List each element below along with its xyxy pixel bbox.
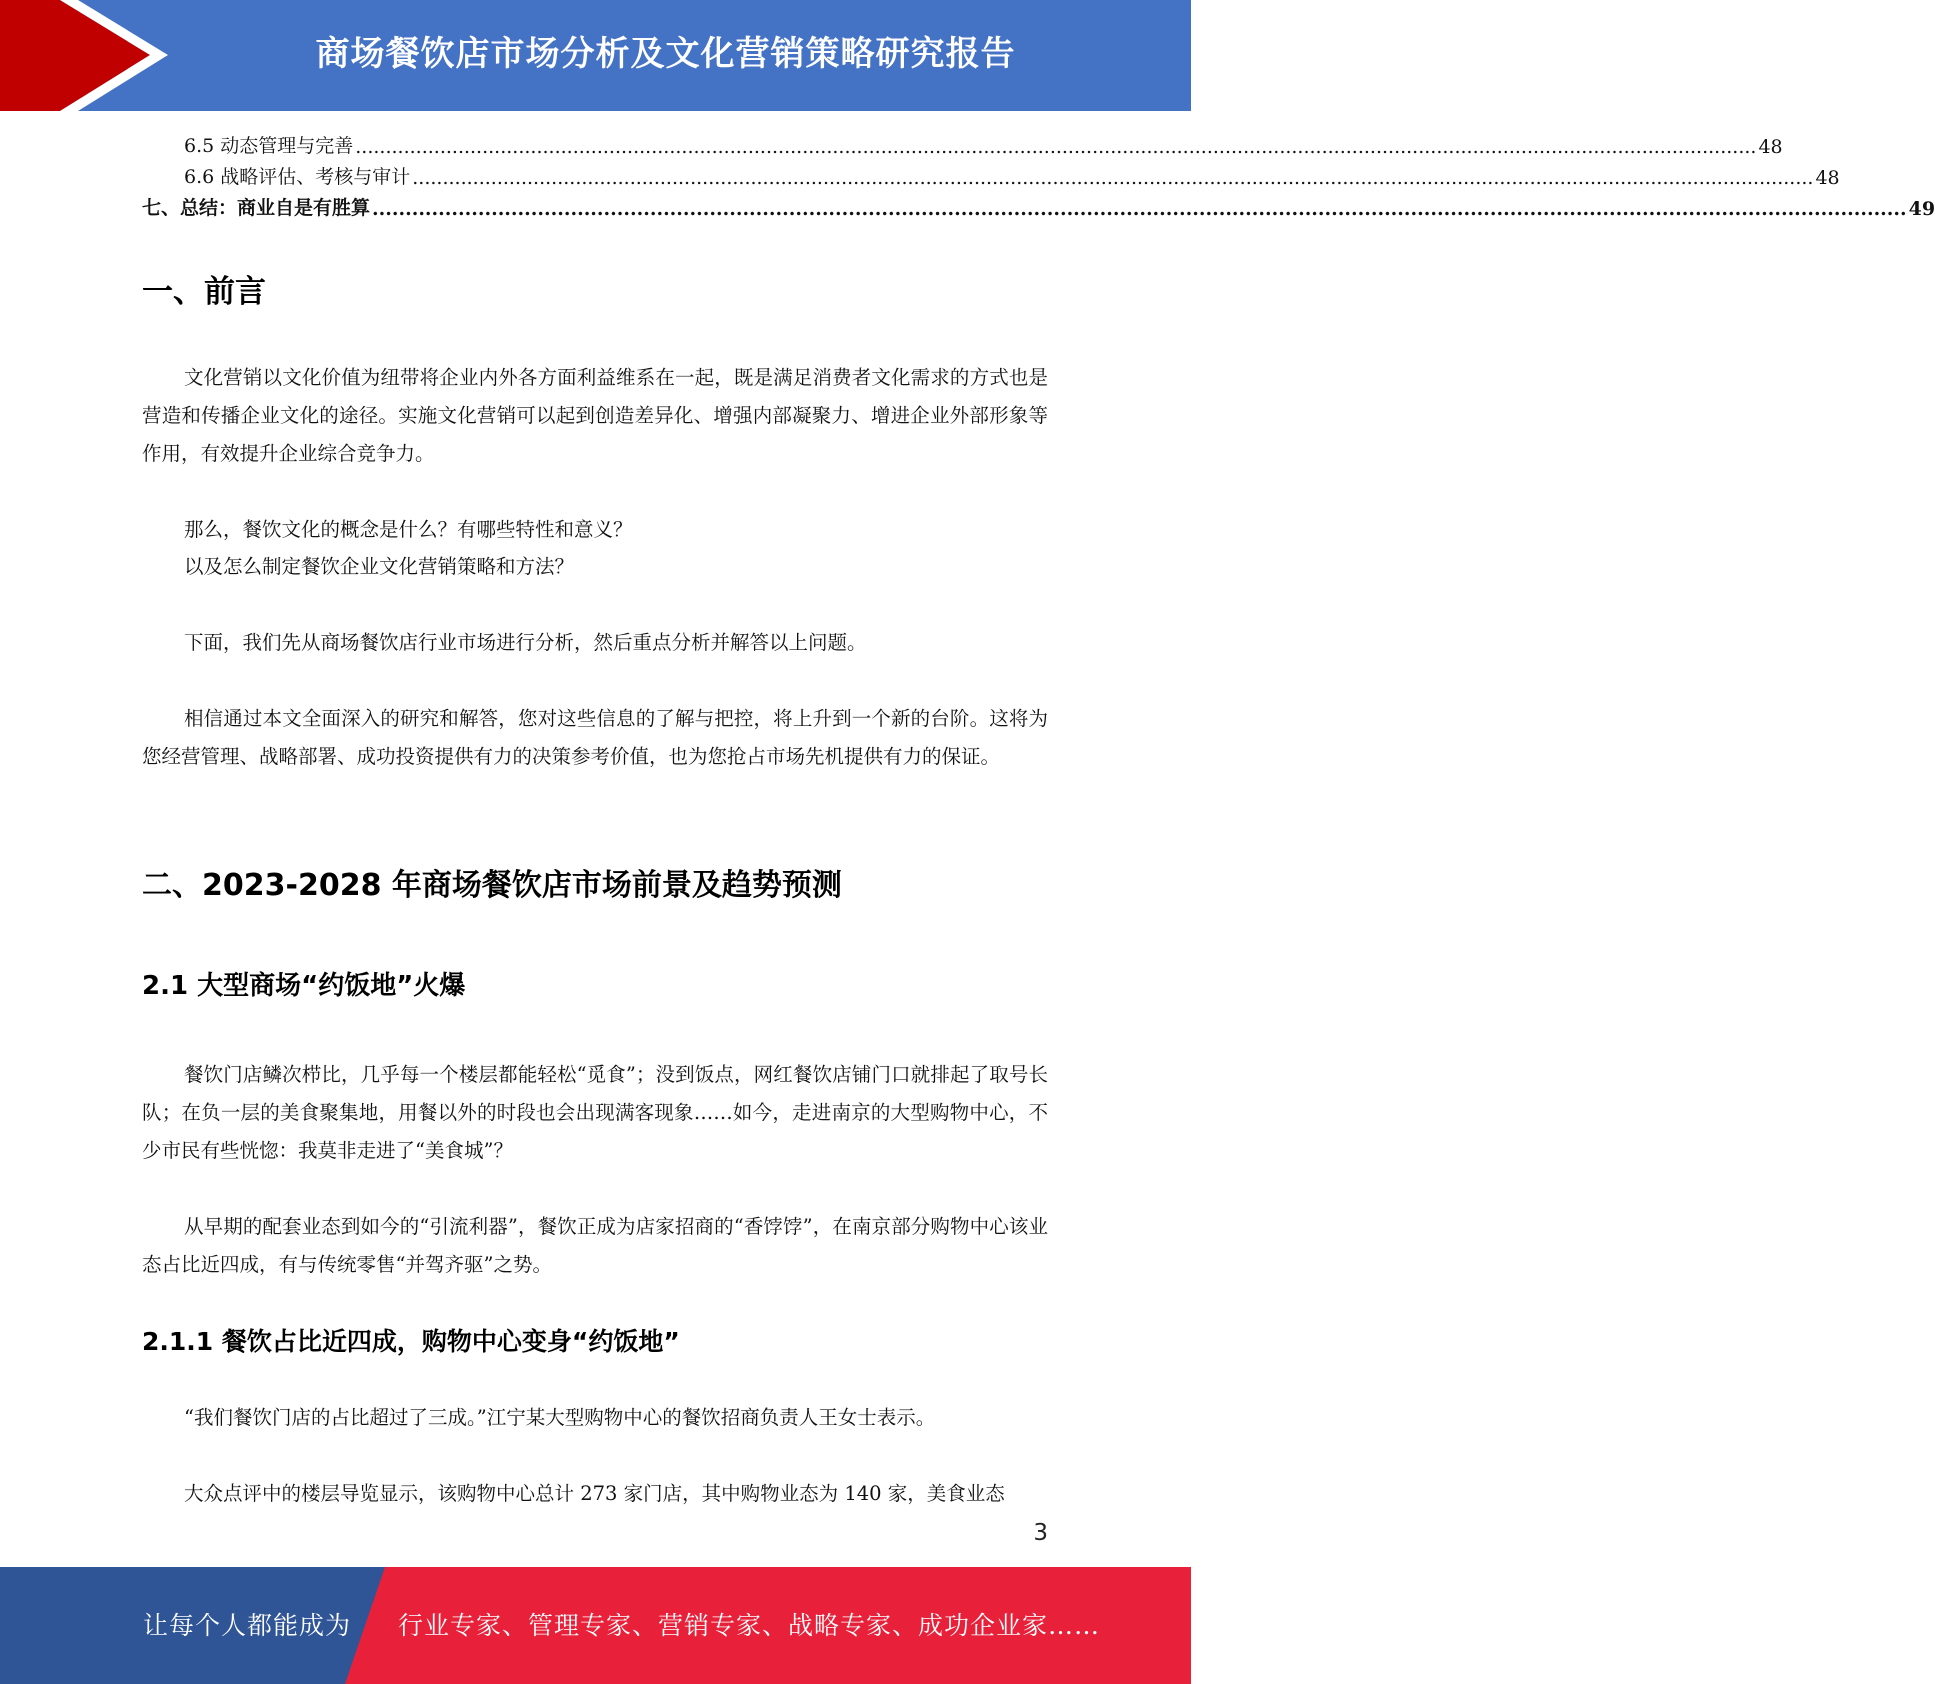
section-heading-preface: 一、前言 — [142, 274, 266, 310]
paragraph: 那么，餐饮文化的概念是什么？有哪些特性和意义？ — [184, 518, 633, 541]
report-title: 商场餐饮店市场分析及文化营销策略研究报告 — [315, 34, 1016, 74]
toc-entry[interactable]: 七、总结：商业自是有胜算 ........................................................................................................................................................................................................................................ 49 — [142, 197, 1935, 220]
footer-slogan-right: 行业专家、管理专家、营销专家、战略专家、成功企业家…… — [398, 1611, 1101, 1640]
chapter-heading: 二、2023-2028 年商场餐饮店市场前景及趋势预测 — [142, 868, 842, 903]
toc-entry[interactable]: 6.5 动态管理与完善 ........................................................................................................................................................................................................................................ 48 — [184, 135, 1783, 158]
footer-banner — [0, 1567, 1191, 1684]
paragraph: 下面，我们先从商场餐饮店行业市场进行分析，然后重点分析并解答以上问题。 — [184, 631, 867, 654]
subsubsection-heading: 2.1.1 餐饮占比近四成，购物中心变身“约饭地” — [142, 1327, 680, 1356]
subsection-heading: 2.1 大型商场“约饭地”火爆 — [142, 971, 466, 1001]
footer-slogan-left: 让每个人都能成为 — [143, 1611, 352, 1640]
toc-entry[interactable]: 6.6 战略评估、考核与审计 ........................................................................................................................................................................................................................................ 48 — [184, 166, 1840, 189]
paragraph: 以及怎么制定餐饮企业文化营销策略和方法？ — [184, 555, 575, 578]
paragraph: 相信通过本文全面深入的研究和解答，您对这些信息的了解与把控，将上升到一个新的台阶。这将为您经营管理、战略部署、成功投资提供有力的决策参考价值，也为您抢占市场先机提供有力的保证。 — [142, 707, 1048, 768]
paragraph: “我们餐饮门店的占比超过了三成。”江宁某大型购物中心的餐饮招商负责人王女士表示。 — [184, 1406, 936, 1429]
toc-page-number: 49 — [1908, 198, 1935, 220]
toc-page-number: 48 — [1815, 167, 1840, 189]
paragraph: 餐饮门店鳞次栉比，几乎每一个楼层都能轻松“觅食”；没到饭点，网红餐饮店铺门口就排起了取号长队；在负一层的美食聚集地，用餐以外的时段也会出现满客现象……如今，走进南京的大型购物中心，不少市民有些恍惚：我莫非走进了“美食城”？ — [142, 1063, 1048, 1162]
paragraph: 大众点评中的楼层导览显示，该购物中心总计 273 家门店，其中购物业态为 140 家，美食业态 — [184, 1482, 1005, 1505]
paragraph: 文化营销以文化价值为纽带将企业内外各方面利益维系在一起，既是满足消费者文化需求的方式也是营造和传播企业文化的途径。实施文化营销可以起到创造差异化、增强内部凝聚力、增进企业外部形象等作用，有效提升企业综合竞争力。 — [142, 366, 1048, 465]
paragraph: 从早期的配套业态到如今的“引流利器”，餐饮正成为店家招商的“香饽饽”，在南京部分购物中心该业态占比近四成，有与传统零售“并驾齐驱”之势。 — [142, 1215, 1048, 1276]
header-banner — [0, 0, 1191, 111]
toc-page-number: 48 — [1758, 136, 1783, 158]
page-number: 3 — [1033, 1520, 1048, 1546]
